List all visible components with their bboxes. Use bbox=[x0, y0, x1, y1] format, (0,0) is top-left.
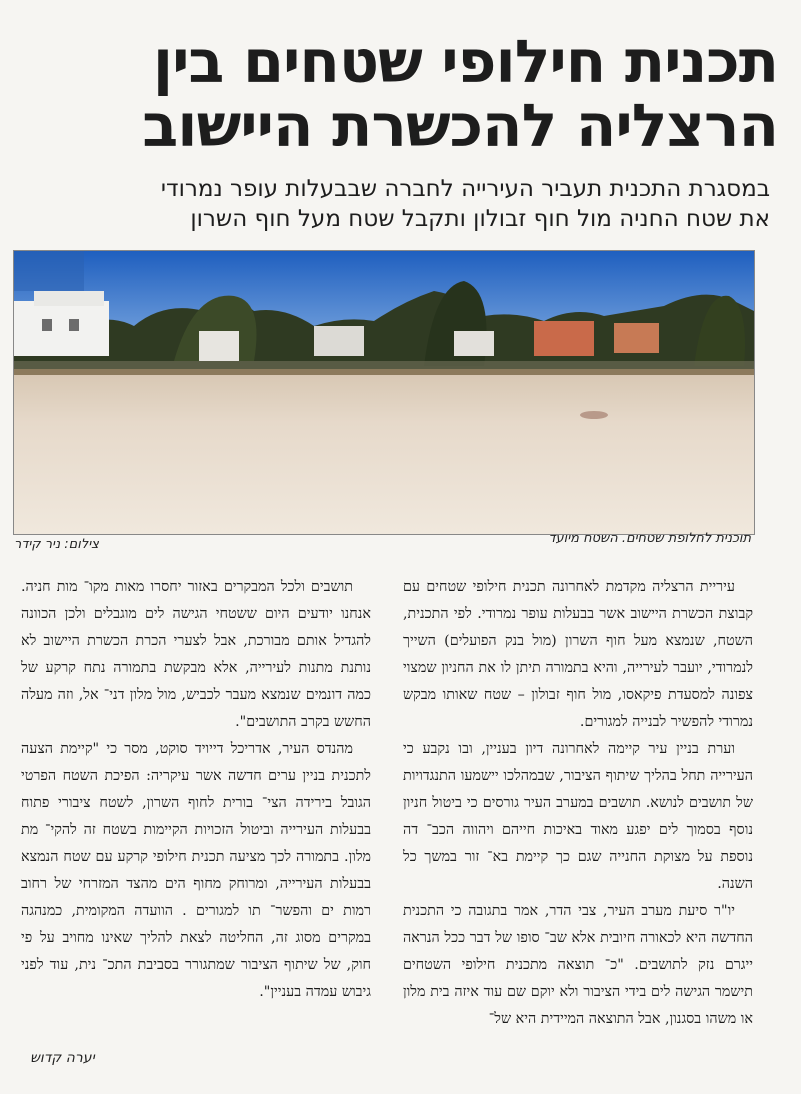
article-photo bbox=[13, 250, 755, 535]
paragraph: וערת בניין עיר קיימה לאחרונה דיון בעניין, ובו נקבע כי העירייה תחל בהליך שיתוף הציבור, שבמהלכו יישמעו התנגדויות של תושבים לנושא. תושבים במערב העיר גורסים כי ביטול חניון נוסף בסמוך לים יפגע מאוד באיכות חייהם ויהווה הכב־ דה נוספת על מצוקת החנייה שגם כך קיימת בא־ זור במשך כל השנה. bbox=[403, 741, 753, 892]
article-subheadline bbox=[30, 174, 770, 234]
headline-line-2: הרצליה להכשרת היישוב bbox=[142, 91, 778, 160]
photo-caption: תוכנית לחלופת שטחים. השטח מיועד bbox=[548, 531, 751, 546]
paragraph: מהנדס העיר, אדריכל דייויד סוקט, מסר כי "קיימת הצעה לתכנית בניין ערים חדשה אשר עיקריה: הפיכת השטח הפרטי הגובל בירידה הצי־ בורית לחוף השרון, לשטח ציבורי פתוח בבעלות העירייה וביטול הזכויות הקיימות בשטח זה להקי־ מת מלון. בתמורה לכך מציעה תכנית חילופי קרקע עם שטח הנמצא בבעלות העירייה, ומרוחק מחוף הים מהצד המזרחי של רחוב רמות ים והפשר־ תו למגורים . הוועדה המקומית, כמנהגה במקרים מסוג זה, החליטה לצאת להליך שאינו מחויב על פי חוק, של שיתוף הציבור שמתגורר בסביבת התכ־ נית, עוד לפני גיבוש עמדה בעניין". bbox=[21, 741, 371, 1000]
paragraph: תושבים ולכל המבקרים באזור יחסרו מאות מקו־ מות חניה. אנחנו יודעים היום ששטחי הגישה לים מוגבלים ולכן הכוונה להגדיל אותם מבורכת, אבל לצערי הכרת הכשרת היישוב לא נותנת מתנות לעירייה, אלא מבקשת בתמורה נתח קרקע של כמה דונמים שנמצא מעבר לכביש, מול מלון דני־ אל, וזה מעלה החשש בקרב התושבים". bbox=[21, 579, 371, 730]
author-byline: יערה קדוש bbox=[30, 1050, 95, 1066]
photo-credit: צילום: ניר קידר bbox=[14, 537, 99, 552]
article-column-right bbox=[403, 574, 753, 1033]
article-column-left bbox=[21, 574, 371, 1006]
paragraph: עיריית הרצליה מקדמת לאחרונה תכנית חילופי שטחים עם קבוצת הכשרת היישוב אשר בבעלות עופר נמרודי. לפי התכנית, השטח, שנמצא מעל חוף השרון (מול בנק הפועלים) השייך לנמרודי, יועבר לעירייה, והיא בתמורה תיתן לו את החניון שמצוי צפונה למסעדת פיקאסו, מול חוף זבולון – שטח שאותו מבקש נמרודי להפשיר לבנייה למגורים. bbox=[403, 579, 753, 730]
subheadline-line-1: במסגרת התכנית תעביר העירייה לחברה שבבעלות עופר נמרודי bbox=[160, 176, 770, 202]
paragraph: יו"ר סיעת מערב העיר, צבי הדר, אמר בתגובה כי התכנית החדשה היא לכאורה חיובית אלא שב־ סופו של דבר ככל הנראה ייגרם נזק לתושבים. "כ־ תוצאה מתכנית חילופי השטחים תישמר הגישה לים בידי הציבור ולא יוקם שם עוד איזה בית מלון או משהו בסגנון, אבל התוצאה המיידית היא של־ bbox=[403, 903, 753, 1027]
headline-line-1: תכנית חילופי שטחים בין bbox=[152, 27, 778, 96]
beach-parking-lot-image bbox=[14, 251, 754, 534]
article-headline bbox=[20, 27, 778, 160]
subheadline-line-2: את שטח החניה מול חוף זבולון ותקבל שטח מעל חוף השרון bbox=[190, 206, 770, 232]
